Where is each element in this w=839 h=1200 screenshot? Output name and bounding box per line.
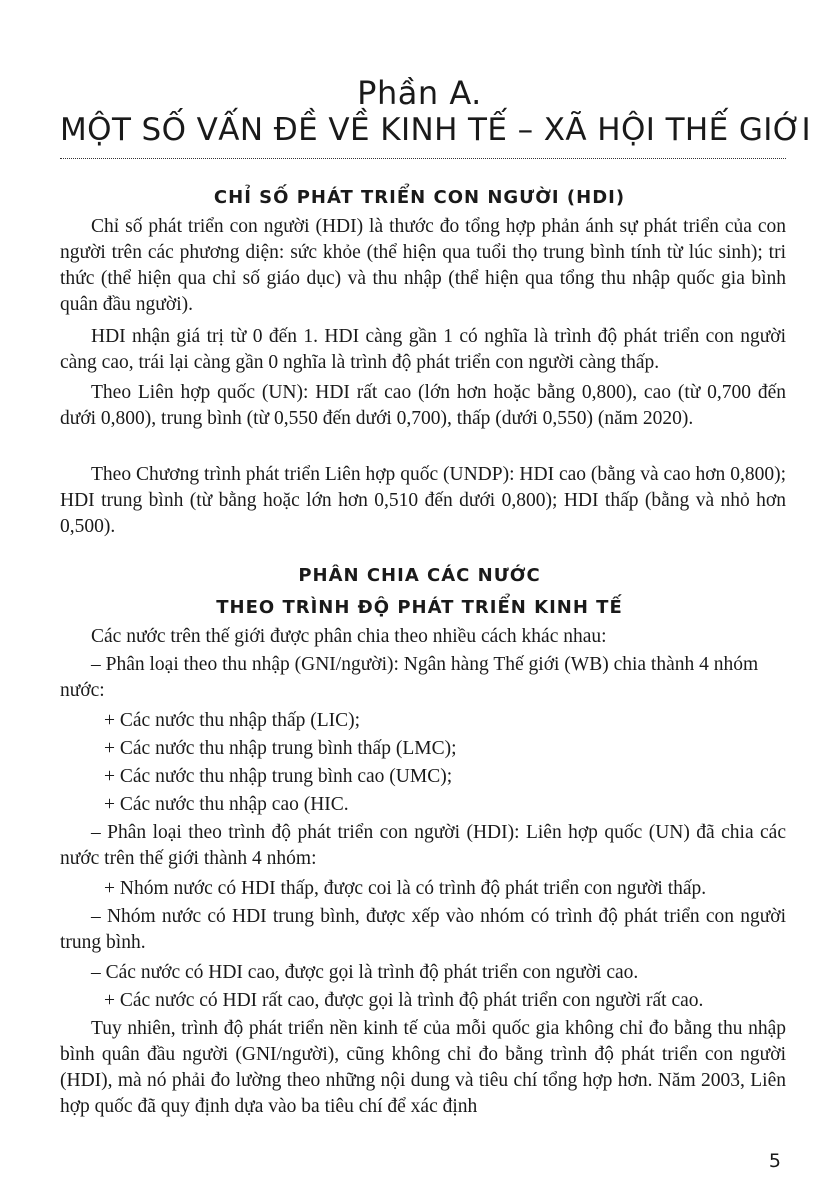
list-item: – Nhóm nước có HDI trung bình, được xếp vào nhóm có trình độ phát triển con người trung bình. <box>60 906 786 953</box>
list-item: – Các nước có HDI cao, được gọi là trình độ phát triển con người cao. <box>91 962 639 983</box>
paragraph: Theo Liên hợp quốc (UN): HDI rất cao (lớn hơn hoặc bằng 0,800), cao (từ 0,700 đến dưới 0,800), trung bình (từ 0,550 đến dưới 0,700), thấp (dưới 0,550) (năm 2020). <box>60 382 786 429</box>
section-heading-hdi: CHỈ SỐ PHÁT TRIỂN CON NGƯỜI (HDI) <box>213 187 626 208</box>
part-title: MỘT SỐ VẤN ĐỀ VỀ KINH TẾ – XÃ HỘI THẾ GIỚI <box>60 112 812 148</box>
list-item: + Các nước thu nhập trung bình cao (UMC); <box>104 766 453 787</box>
hdi-classification-intro: – Phân loại theo trình độ phát triển con người (HDI): Liên hợp quốc (UN) đã chia các nước trên thế giới thành 4 nhóm: <box>60 822 786 869</box>
income-classification-intro: – Phân loại theo thu nhập (GNI/người): Ngân hàng Thế giới (WB) chia thành 4 nhóm nước: <box>60 654 759 701</box>
page-number: 5 <box>768 1150 781 1172</box>
classification-intro: Các nước trên thế giới được phân chia theo nhiều cách khác nhau: <box>91 626 607 647</box>
conclusion-paragraph: Tuy nhiên, trình độ phát triển nền kinh tế của mỗi quốc gia không chỉ đo bằng thu nhập bình quân đầu người (GNI/người), cũng không chỉ đo bằng trình độ phát triển con người (HDI), mà nó phải đo lường theo những nội dung và tiêu chí tổng hợp hơn. Năm 2003, Liên hợp quốc đã quy định dựa vào ba tiêu chí để xác định <box>60 1018 786 1117</box>
list-item: + Các nước thu nhập cao (HIC. <box>104 794 349 815</box>
list-item: + Các nước thu nhập trung bình thấp (LMC); <box>104 738 457 759</box>
paragraph: Theo Chương trình phát triển Liên hợp quốc (UNDP): HDI cao (bằng và cao hơn 0,800); HDI trung bình (từ bằng hoặc lớn hơn 0,510 đến dưới 0,800); HDI thấp (bằng và nhỏ hơn 0,500). <box>60 464 786 537</box>
list-item: + Nhóm nước có HDI thấp, được coi là có trình độ phát triển con người thấp. <box>104 878 707 899</box>
list-item: + Các nước thu nhập thấp (LIC); <box>104 710 361 731</box>
paragraph: Chỉ số phát triển con người (HDI) là thước đo tổng hợp phản ánh sự phát triển của con người trên các phương diện: sức khỏe (thể hiện qua tuổi thọ trung bình tính từ lúc sinh); tri thức (thể hiện qua chỉ số giáo dục) và thu nhập (thể hiện qua tổng thu nhập quốc gia bình quân đầu người). <box>60 216 786 315</box>
part-label: Phần A. <box>357 74 482 112</box>
title-divider <box>60 158 786 159</box>
paragraph: HDI nhận giá trị từ 0 đến 1. HDI càng gần 1 có nghĩa là trình độ phát triển con người càng cao, trái lại càng gần 0 nghĩa là trình độ phát triển con người càng thấp. <box>60 326 786 373</box>
list-item: + Các nước có HDI rất cao, được gọi là trình độ phát triển con người rất cao. <box>104 990 704 1011</box>
section-heading-classification-line1: PHÂN CHIA CÁC NƯỚC <box>298 565 541 586</box>
section-heading-classification-line2: THEO TRÌNH ĐỘ PHÁT TRIỂN KINH TẾ <box>216 597 623 618</box>
